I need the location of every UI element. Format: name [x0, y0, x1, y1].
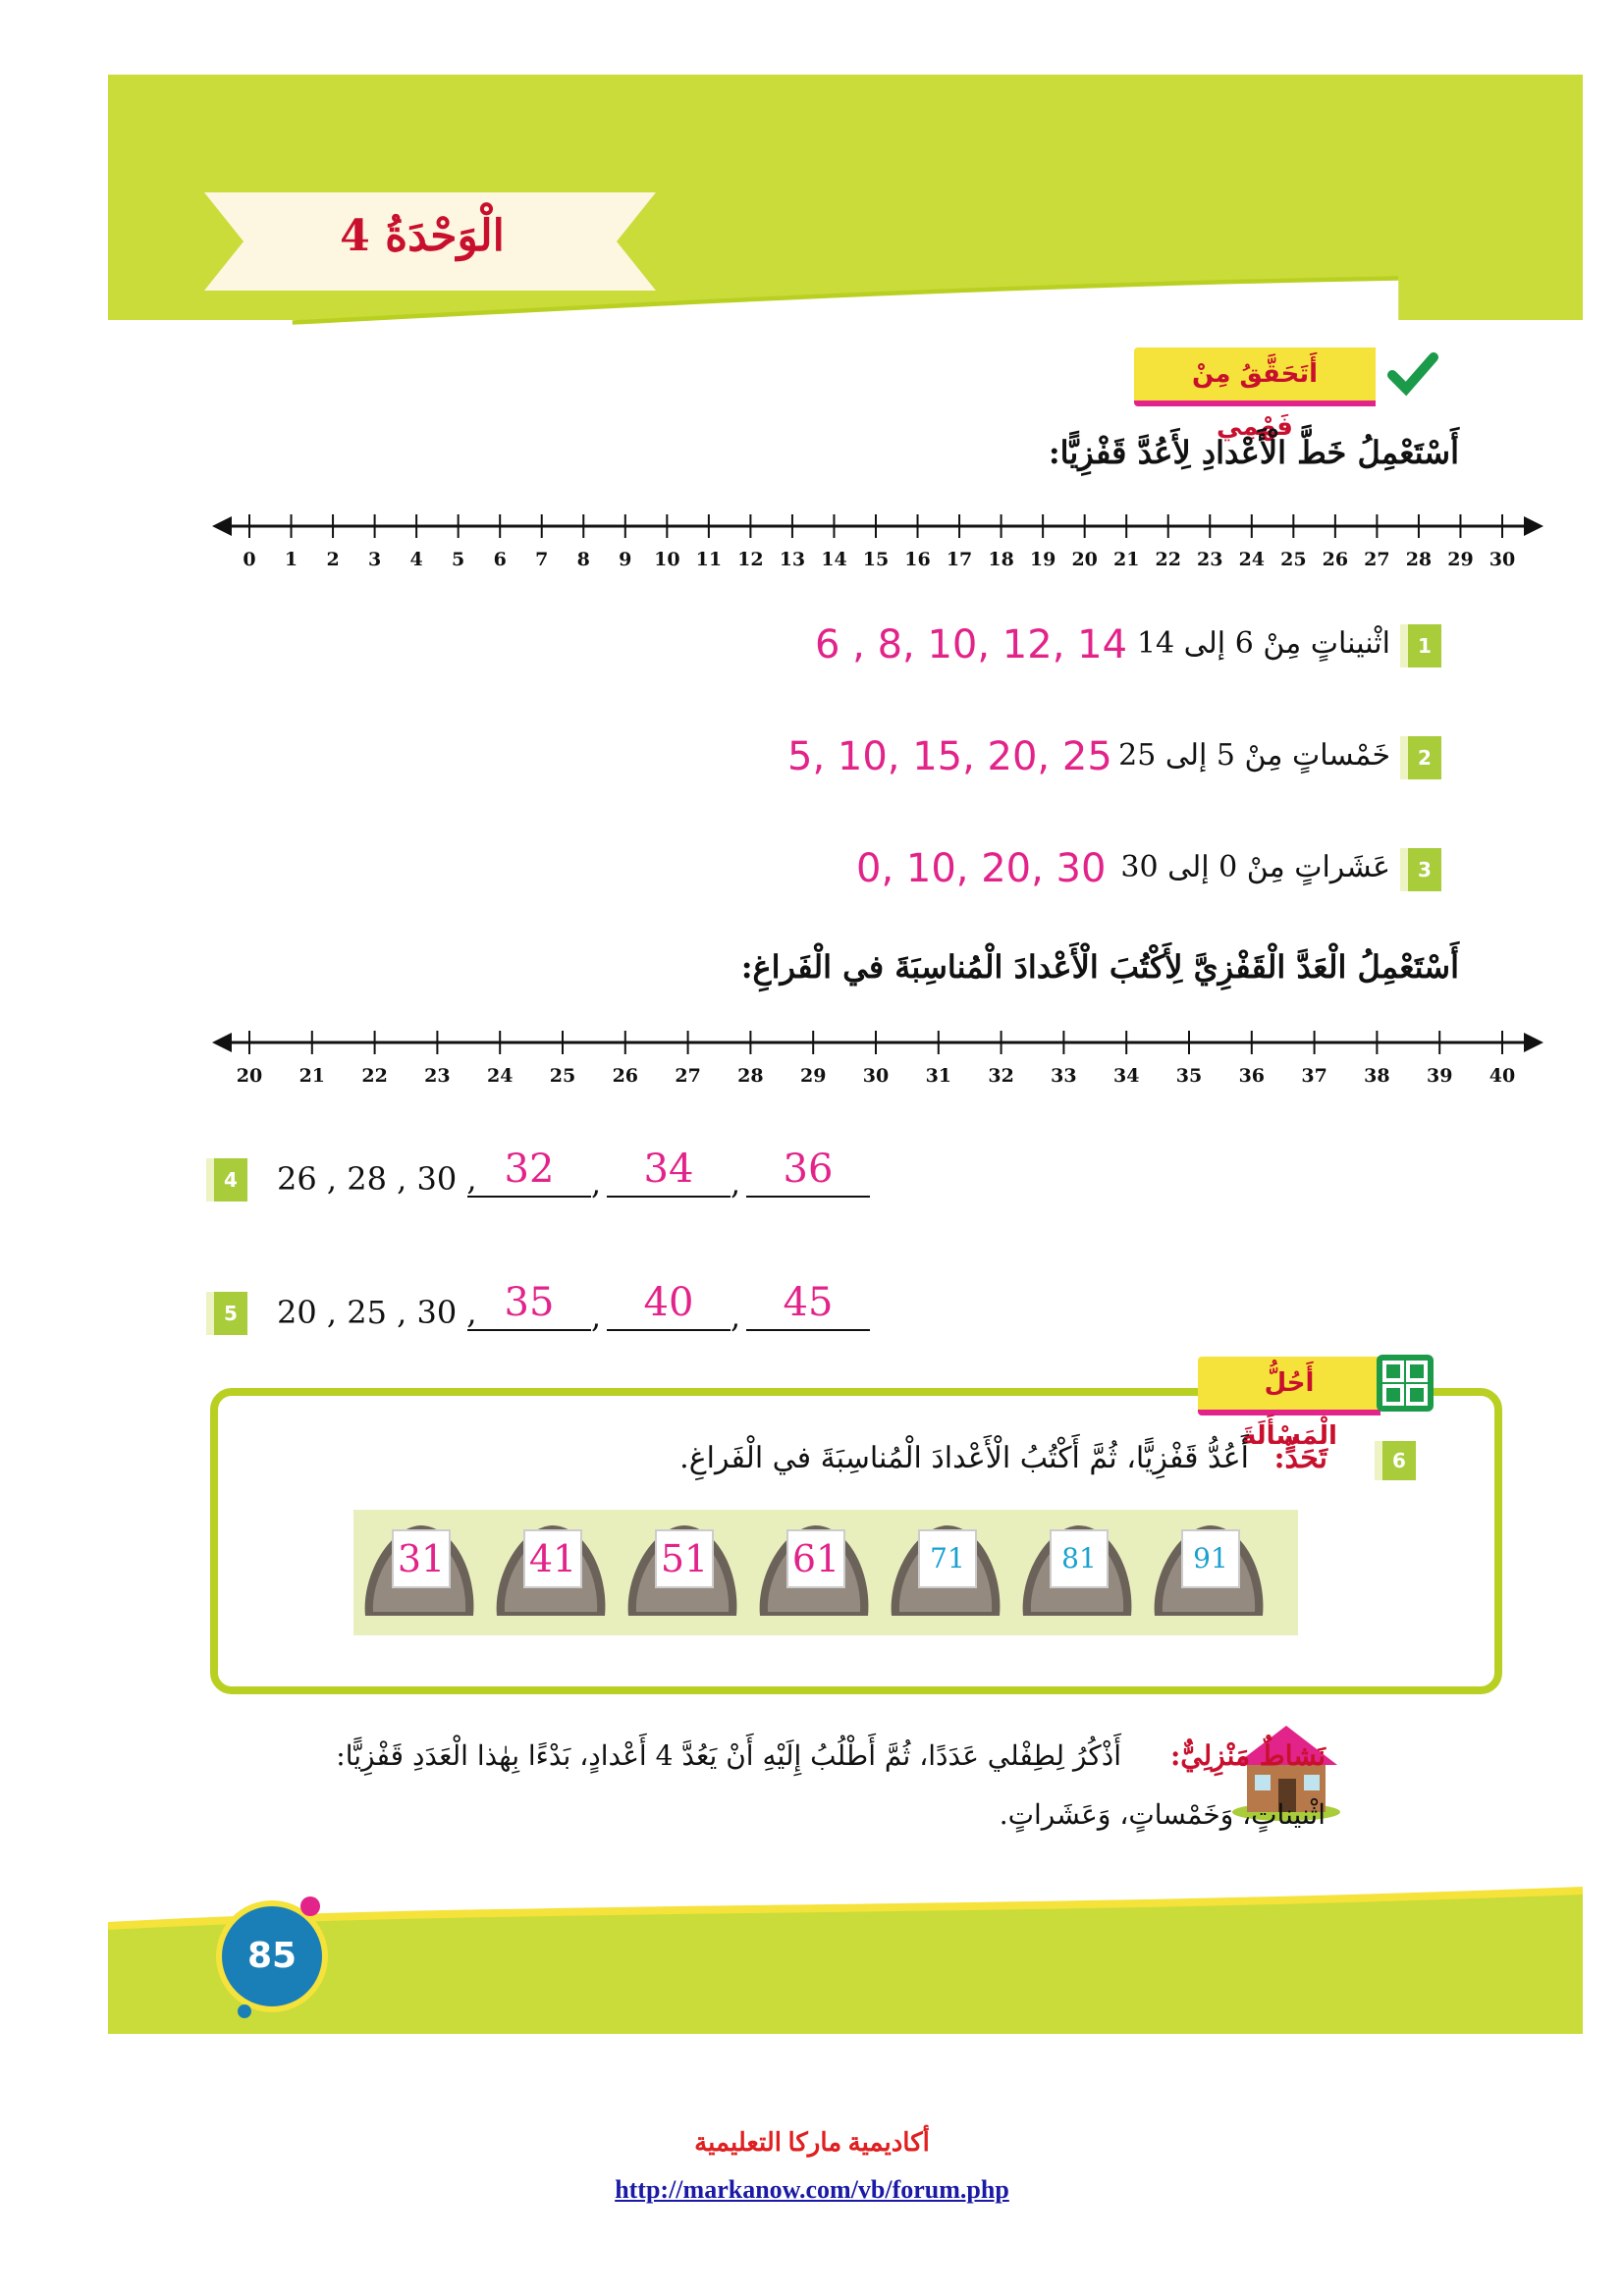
sequence-4-blank-3[interactable]: 36 — [746, 1147, 870, 1198]
sequence-5-blank-1[interactable]: 35 — [467, 1280, 591, 1331]
page-number: 85 — [216, 1900, 328, 2012]
number-line-2-tick-label: 32 — [988, 1065, 1014, 1087]
question-number-5: 5 — [206, 1292, 247, 1335]
number-line-2-tick-label: 35 — [1175, 1065, 1203, 1087]
number-line-2-tick-label: 28 — [737, 1065, 764, 1087]
number-line-1-tick-label: 19 — [1029, 549, 1056, 570]
number-line-1-tick-label: 4 — [409, 549, 423, 570]
sequence-4-blank-2[interactable]: 34 — [607, 1147, 731, 1198]
arrow-left-icon — [212, 516, 232, 536]
home-activity-line-2: اثْنيناتٍ، وَخَمْساتٍ، وَعَشَراتٍ. — [999, 1798, 1326, 1831]
number-line-2-tick-label: 22 — [361, 1065, 388, 1087]
number-line-1-tick-label: 25 — [1280, 549, 1307, 570]
number-line-1-tick-label: 6 — [493, 549, 507, 570]
number-line-2-tick-label: 40 — [1489, 1065, 1516, 1087]
number-line-2-tick-label: 20 — [236, 1065, 263, 1087]
watermark-name: أكاديمية ماركا التعليمية — [694, 2128, 930, 2157]
number-line-1-tick-label: 9 — [619, 549, 632, 570]
rock-number: 61 — [786, 1529, 845, 1588]
number-line-2-tick-label: 30 — [862, 1065, 890, 1087]
number-line-1-tick-label: 17 — [946, 549, 973, 570]
number-line-2-tick-label: 33 — [1051, 1065, 1077, 1087]
answer-3: 0, 10, 20, 30 — [856, 846, 1107, 891]
problem-text: أَعُدُّ قَفْزِيًّا، ثُمَّ أَكْتُبُ الْأَعْدادَ الْمُناسِبَةَ في الْفَراغِ. — [679, 1441, 1249, 1475]
sequence-5-blank-2[interactable]: 40 — [607, 1280, 731, 1331]
number-line-1-tick-label: 21 — [1112, 549, 1140, 570]
number-line-1-tick-label: 2 — [326, 549, 340, 570]
number-line-0-30 — [210, 510, 1545, 579]
number-line-1-tick-label: 1 — [284, 549, 298, 570]
answer-1: 6 , 8, 10, 12, 14 — [815, 622, 1128, 667]
rock-number: 81 — [1050, 1529, 1109, 1588]
number-line-1-tick-label: 10 — [654, 549, 680, 570]
number-line-1-tick-label: 24 — [1238, 549, 1266, 570]
question-number-3: 3 — [1400, 848, 1441, 891]
arrow-right-icon — [1524, 516, 1543, 536]
number-line-2-tick-label: 36 — [1238, 1065, 1266, 1087]
instruction-number-line: أَسْتَعْمِلُ خَطَّ الْأَعْدادِ لِأَعُدَّ قَفْزِيًّا: — [1048, 434, 1459, 471]
sequence-5-blank-3[interactable]: 45 — [746, 1280, 870, 1331]
question-number-6: 6 — [1375, 1441, 1416, 1480]
watermark-link[interactable]: http://markanow.com/vb/forum.php — [615, 2175, 1009, 2204]
number-line-2-tick-label: 34 — [1112, 1065, 1140, 1087]
check-understanding-tag: أَتَحَقَّقُ مِنْ فَهْمِي — [1134, 347, 1376, 406]
pink-dot — [300, 1896, 320, 1916]
question-number-2: 2 — [1400, 736, 1441, 779]
unit-title: الْوَحْدَةُ 4 — [340, 211, 505, 261]
number-line-2-tick-label: 31 — [925, 1065, 952, 1087]
number-line-1-tick-label: 11 — [695, 549, 723, 570]
question-text-3: عَشَراتٍ مِنْ 0 إلى 30 — [1120, 850, 1390, 884]
number-line-1-tick-label: 26 — [1322, 549, 1349, 570]
number-line-2-tick-label: 23 — [424, 1065, 451, 1087]
number-line-1-tick-label: 18 — [988, 549, 1014, 570]
number-line-2-tick-label: 38 — [1364, 1065, 1390, 1087]
number-line-1-tick-label: 20 — [1071, 549, 1098, 570]
checkmark-icon — [1384, 346, 1441, 402]
rock-number: 31 — [392, 1529, 451, 1588]
textbook-page: الْوَحْدَةُ 4 أَتَحَقَّقُ مِنْ فَهْمِي أَسْتَعْمِلُ خَطَّ الْأَعْدادِ لِأَعُدَّ قَفْزِيًّا: 0 1 2 3 4 5 6 7 8 9 10 11 12 13 14 15 16 17 18 19 20 21 22 23 24 25 26 27 28 29 30 1 اثْنيناتٍ مِنْ 6 إلى 14 6 , 8, 10, 12, 14 2 خَمْساتٍ مِنْ 5 إلى 25 5, 10, 15, 20, 25 3 عَشَراتٍ مِنْ 0 إلى 30 0, 10, 20, 30 أَسْتَعْمِلُ الْعَدَّ الْقَفْزِيَّ لِأَكْتُبَ الْأَعْدادَ الْمُناسِبَةَ في الْفَراغِ: 20 21 22 23 24 25 26 27 28 29 30 31 32 33 34 35 36 37 38 39 40 4 26 , 28 , 30 , 32 , 34 , 36 5 20 , 25 , 30 , 35 , 40 , 45 أَحُلُّ الْمَسْأَلَةَ 6 تَحَدٍّ: أَعُدُّ قَفْزِيًّا، ثُمَّ أَكْتُبُ الْأَعْدادَ الْمُناسِبَةَ في الْفَراغِ. 31 41 51 61 71 81 91 نَشاطٌ مَنْزِلِيٌّ: أَذْكُرُ لِطِفْلي عَدَدًا، ثُمَّ أَطْلُبُ إِلَيْهِ أَنْ يَعُدَّ 4 أَعْدادٍ، بَدْءًا بِهٰذا الْعَدَدِ قَفْزِيًّا: اثْنيناتٍ، وَخَمْساتٍ، وَعَشَراتٍ. 85 — [108, 75, 1583, 2034]
number-line-2-tick-label: 39 — [1426, 1065, 1453, 1087]
number-line-1-tick-label: 15 — [862, 549, 890, 570]
sequence-4-given: 26 , 28 , 30 , — [277, 1160, 477, 1198]
number-line-2-tick-label: 29 — [799, 1065, 827, 1087]
blue-dot — [238, 2004, 251, 2018]
number-line-1-tick-label: 7 — [535, 549, 549, 570]
sequence-5-given: 20 , 25 , 30 , — [277, 1294, 477, 1331]
number-line-1-tick-label: 16 — [904, 549, 931, 570]
number-line-1-tick-label: 8 — [576, 549, 590, 570]
number-line-2-tick-label: 26 — [612, 1065, 639, 1087]
number-line-1-tick-label: 13 — [779, 549, 806, 570]
home-activity-line-1: أَذْكُرُ لِطِفْلي عَدَدًا، ثُمَّ أَطْلُبُ إِلَيْهِ أَنْ يَعُدَّ 4 أَعْدادٍ، بَدْءًا بِهٰذا الْعَدَدِ قَفْزِيًّا: — [336, 1739, 1121, 1772]
number-line-2-tick-label: 25 — [549, 1065, 576, 1087]
home-activity-label: نَشاطٌ مَنْزِلِيٌّ: — [1169, 1739, 1326, 1772]
number-line-1-tick-label: 14 — [821, 549, 847, 570]
number-line-1-tick-label: 3 — [367, 549, 382, 570]
grid-icon — [1377, 1355, 1434, 1412]
number-line-1-tick-label: 29 — [1447, 549, 1474, 570]
question-text-2: خَمْساتٍ مِنْ 5 إلى 25 — [1118, 738, 1390, 773]
number-line-1-tick-label: 12 — [737, 549, 764, 570]
challenge-label: تَحَدٍّ: — [1273, 1441, 1327, 1475]
number-line-2-tick-label: 21 — [298, 1065, 326, 1087]
question-number-1: 1 — [1400, 624, 1441, 667]
number-line-2-tick-label: 27 — [675, 1065, 701, 1087]
rock-number: 41 — [523, 1529, 582, 1588]
number-line-1-tick-label: 28 — [1405, 549, 1433, 570]
number-line-1-tick-label: 22 — [1155, 549, 1181, 570]
question-number-4: 4 — [206, 1158, 247, 1201]
instruction-skip-count: أَسْتَعْمِلُ الْعَدَّ الْقَفْزِيَّ لِأَكْتُبَ الْأَعْدادَ الْمُناسِبَةَ في الْفَراغِ: — [740, 948, 1459, 986]
number-line-2-tick-label: 37 — [1301, 1065, 1327, 1087]
sequence-4-blank-1[interactable]: 32 — [467, 1147, 591, 1198]
rock-number: 51 — [655, 1529, 714, 1588]
rock-number: 91 — [1181, 1529, 1240, 1588]
arrow-left-icon — [212, 1033, 232, 1052]
header-band — [108, 75, 1583, 320]
number-line-2-tick-label: 24 — [486, 1065, 514, 1087]
number-line-1-tick-label: 30 — [1489, 549, 1516, 570]
number-line-1-tick-label: 27 — [1364, 549, 1390, 570]
number-line-20-40 — [210, 1027, 1545, 1095]
answer-2: 5, 10, 15, 20, 25 — [787, 734, 1112, 779]
rock-number: 71 — [918, 1529, 977, 1588]
number-line-1-tick-label: 0 — [243, 549, 256, 570]
arrow-right-icon — [1524, 1033, 1543, 1052]
footer-band — [108, 1871, 1583, 2034]
number-line-1-tick-label: 5 — [452, 549, 465, 570]
solve-problem-tag: أَحُلُّ الْمَسْأَلَةَ — [1198, 1357, 1380, 1415]
number-line-1-tick-label: 23 — [1197, 549, 1223, 570]
question-text-1: اثْنيناتٍ مِنْ 6 إلى 14 — [1136, 626, 1390, 661]
